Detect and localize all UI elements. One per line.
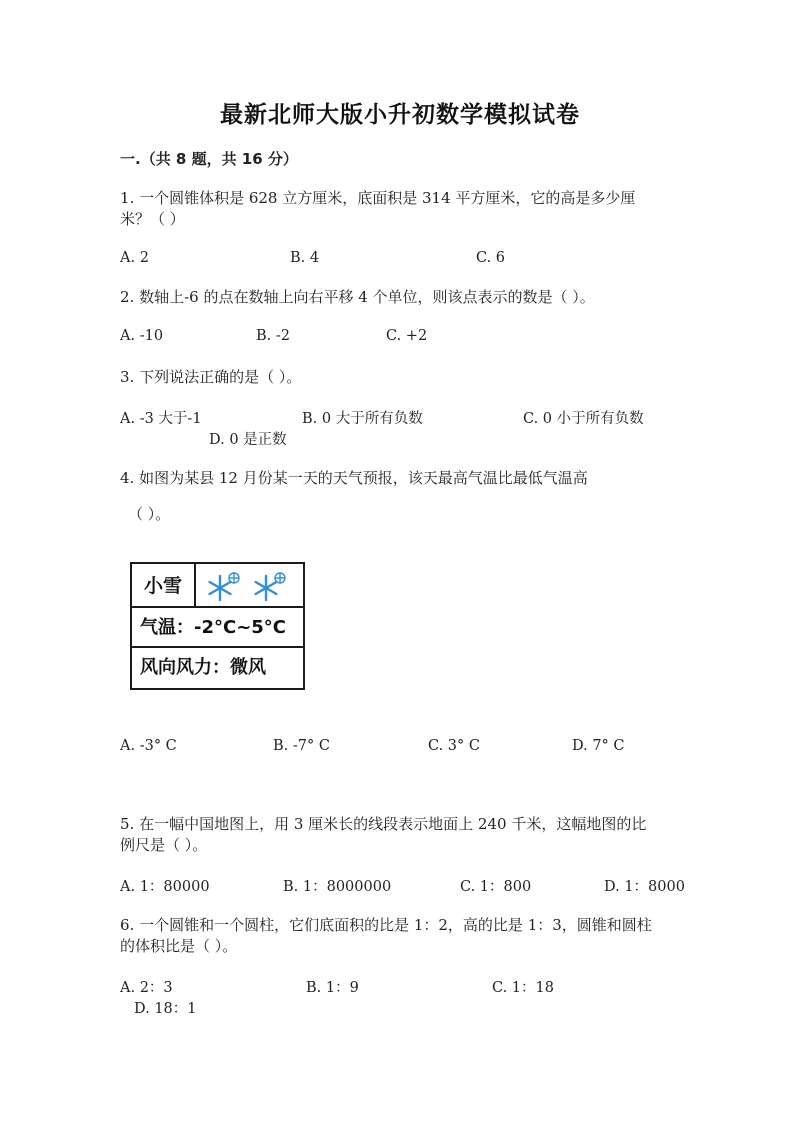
question-1-line-1: 1. 一个圆锥体积是 628 立方厘米，底面积是 314 平方厘米，它的高是多少厘: [120, 189, 636, 207]
question-6-line-1: 6. 一个圆锥和一个圆柱，它们底面积的比是 1：2，高的比是 1：3，圆锥和圆柱: [120, 916, 652, 934]
question-3-option-b: B. 0 大于所有负数: [302, 411, 423, 427]
question-5-text: [120, 814, 646, 856]
question-3-option-c: C. 0 小于所有负数: [523, 411, 644, 427]
question-3-option-d: D. 0 是正数: [209, 432, 287, 448]
question-1-option-c: C. 6: [476, 250, 506, 266]
question-4-option-d: D. 7° C: [572, 738, 625, 754]
question-4-line-1: 4. 如图为某县 12 月份某一天的天气预报，该天最高气温比最低气温高: [120, 469, 588, 487]
question-1-option-b: B. 4: [290, 250, 320, 266]
question-5-line-2: 例尺是（ ）。: [120, 836, 208, 854]
question-3-option-a: A. -3 大于-1: [120, 411, 202, 427]
question-1-line-2: 米？（ ）: [120, 210, 185, 228]
weather-condition-row: [132, 564, 303, 608]
question-6-option-a: A. 2：3: [120, 980, 173, 996]
question-5-option-c: C. 1：800: [460, 879, 532, 895]
question-3-text: 3. 下列说法正确的是（ ）。: [120, 368, 302, 386]
question-6-option-b: B. 1：9: [306, 980, 359, 996]
question-1-option-a: A. 2: [120, 250, 149, 266]
weather-condition: 小雪: [132, 564, 196, 608]
question-4-option-b: B. -7° C: [273, 738, 330, 754]
page-title: 最新北师大版小升初数学模拟试卷: [220, 102, 580, 128]
question-2-option-b: B. -2: [256, 328, 290, 344]
weather-temperature-row: [132, 608, 303, 648]
question-6-text: [120, 915, 652, 957]
weather-forecast-card: [130, 562, 305, 690]
question-2-option-c: C. +2: [386, 328, 428, 344]
question-2-option-a: A. -10: [120, 328, 164, 344]
question-1-text: [120, 188, 635, 230]
question-2-text: 2. 数轴上-6 的点在数轴上向右平移 4 个单位，则该点表示的数是（ ）。: [120, 288, 595, 306]
question-6-option-c: C. 1：18: [492, 980, 554, 996]
question-5-line-1: 5. 在一幅中国地图上，用 3 厘米长的线段表示地面上 240 千米，这幅地图的比: [120, 815, 647, 833]
question-4-option-a: A. -3° C: [120, 738, 177, 754]
section-heading: 一.（共 8 题，共 16 分）: [120, 150, 298, 168]
question-4-option-c: C. 3° C: [428, 738, 480, 754]
question-5-option-d: D. 1：8000: [604, 879, 685, 895]
snowflake-icon: [250, 570, 290, 602]
weather-temperature: 气温：-2°C~5°C: [140, 617, 287, 638]
question-6-line-2: 的体积比是（ ）。: [120, 937, 238, 955]
question-5-option-b: B. 1：8000000: [283, 879, 392, 895]
question-4-line-2: （ ）。: [128, 505, 171, 523]
question-5-option-a: A. 1：80000: [120, 879, 210, 895]
question-6-option-d: D. 18：1: [134, 1001, 197, 1017]
weather-wind: 风向风力：微风: [140, 657, 266, 678]
snowflake-icon: [204, 570, 244, 602]
weather-wind-row: [132, 648, 303, 688]
